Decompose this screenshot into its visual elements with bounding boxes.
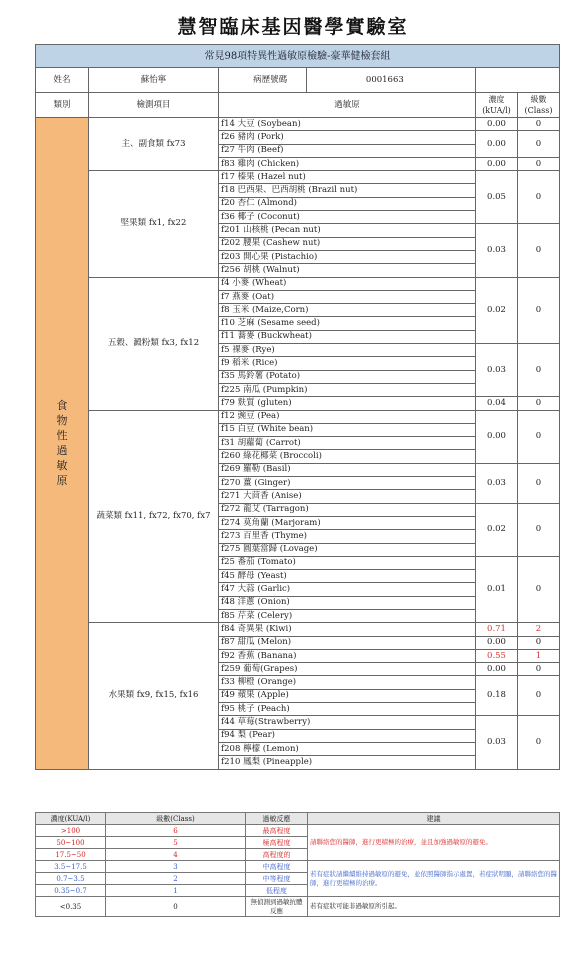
concentration-value: 0.55 [476, 649, 518, 662]
legend-reaction: 最高程度 [246, 825, 308, 837]
record-cell [219, 68, 476, 93]
class-value: 0 [518, 397, 560, 410]
group-name: 五穀、澱粉類 fx3, fx12 [89, 277, 219, 410]
allergen-name: f4 小麥 (Wheat) [219, 277, 476, 290]
legend-reaction: 極高程度 [246, 837, 308, 849]
allergen-row [36, 118, 560, 131]
allergen-name: f7 燕麥 (Oat) [219, 290, 476, 303]
allergen-name: f210 鳳梨 (Pineapple) [219, 756, 476, 769]
allergen-name: f83 雞肉 (Chicken) [219, 157, 476, 170]
concentration-value: 0.00 [476, 157, 518, 170]
legend-conc: 50~100 [36, 837, 106, 849]
group-name: 蔬菜類 fx11, fx72, fx70, fx7 [89, 410, 219, 623]
concentration-value: 0.71 [476, 623, 518, 636]
legend-class: 0 [106, 897, 246, 917]
class-value: 0 [518, 277, 560, 343]
concentration-value: 0.01 [476, 556, 518, 622]
allergen-name: f31 胡蘿蔔 (Carrot) [219, 437, 476, 450]
allergen-name: f271 大茴香 (Anise) [219, 490, 476, 503]
concentration-value: 0.00 [476, 410, 518, 463]
allergen-name: f202 腰果 (Cashew nut) [219, 237, 476, 250]
allergen-name: f92 香蕉 (Banana) [219, 649, 476, 662]
legend-row [36, 897, 560, 917]
allergen-row [36, 277, 560, 290]
legend-conc: 17.5~50 [36, 849, 106, 861]
concentration-value: 0.00 [476, 131, 518, 158]
class-value: 2 [518, 623, 560, 636]
concentration-value: 0.04 [476, 397, 518, 410]
patient-name: 蘇怡寧 [89, 68, 219, 93]
class-value: 0 [518, 157, 560, 170]
legend-advice-high: 請聯絡您的醫師，進行更積極的治療，並且加強過敏原的避免。 [308, 825, 560, 861]
header-class: 級數 (Class) [518, 93, 560, 118]
legend-reaction: 低程度 [246, 885, 308, 897]
allergen-name: f47 大蒜 (Garlic) [219, 583, 476, 596]
allergen-name: f274 莫角蘭 (Marjoram) [219, 516, 476, 529]
class-value: 0 [518, 410, 560, 463]
legend-class: 6 [106, 825, 246, 837]
legend-class: 1 [106, 885, 246, 897]
allergen-name: f85 芹菜 (Celery) [219, 609, 476, 622]
concentration-value: 0.05 [476, 171, 518, 224]
class-value: 0 [518, 224, 560, 277]
allergen-name: f201 山核桃 (Pecan nut) [219, 224, 476, 237]
category-cell: 食 物 性 過 敏 原 [36, 118, 89, 770]
allergen-name: f44 草莓(Strawberry) [219, 716, 476, 729]
allergen-name: f33 柳橙 (Orange) [219, 676, 476, 689]
legend-table [35, 812, 560, 917]
class-value: 0 [518, 131, 560, 158]
allergen-name: f269 羅勒 (Basil) [219, 463, 476, 476]
legend-conc: <0.35 [36, 897, 106, 917]
header-conc: 濃度 (kUA/l) [476, 93, 518, 118]
allergen-name: f256 胡桃 (Walnut) [219, 264, 476, 277]
group-name: 主、副食類 fx73 [89, 118, 219, 171]
legend-header-advice: 建議 [308, 813, 560, 825]
allergen-name: f45 酵母 (Yeast) [219, 570, 476, 583]
concentration-value: 0.03 [476, 344, 518, 397]
allergen-name: f259 葡萄(Grapes) [219, 663, 476, 676]
allergen-report-table [35, 44, 560, 770]
allergen-name: f14 大豆 (Soybean) [219, 118, 476, 131]
header-allergen: 過敏原 [219, 93, 476, 118]
allergen-row [36, 171, 560, 184]
allergen-name: f25 番茄 (Tomato) [219, 556, 476, 569]
allergen-name: f94 梨 (Pear) [219, 729, 476, 742]
class-value: 1 [518, 649, 560, 662]
allergen-name: f10 芝麻 (Sesame seed) [219, 317, 476, 330]
legend-reaction: 無偵測到過敏抗體反應 [246, 897, 308, 917]
class-value: 0 [518, 556, 560, 622]
concentration-value: 0.00 [476, 118, 518, 131]
allergen-row [36, 623, 560, 636]
allergen-name: f260 綠花椰菜 (Broccoli) [219, 450, 476, 463]
legend-row [36, 825, 560, 837]
class-value: 0 [518, 171, 560, 224]
record-label: 病歷號碼 [234, 68, 307, 92]
allergen-name: f95 桃子 (Peach) [219, 703, 476, 716]
allergen-name: f79 麩質 (gluten) [219, 397, 476, 410]
allergen-name: f273 百里香 (Thyme) [219, 530, 476, 543]
concentration-value: 0.02 [476, 277, 518, 343]
test-title-row [36, 45, 560, 68]
class-value: 0 [518, 503, 560, 556]
group-name: 堅果類 fx1, fx22 [89, 171, 219, 277]
header-item: 檢測項目 [89, 93, 219, 118]
class-value: 0 [518, 716, 560, 769]
allergen-name: f27 牛肉 (Beef) [219, 144, 476, 157]
concentration-value: 0.03 [476, 463, 518, 503]
allergen-name: f15 白豆 (White bean) [219, 423, 476, 436]
allergen-name: f49 蘋果 (Apple) [219, 689, 476, 702]
patient-row [36, 68, 560, 93]
legend-row [36, 861, 560, 873]
test-title: 常見98項特異性過敏原檢驗-豪華健檢套組 [36, 45, 560, 68]
concentration-value: 0.03 [476, 224, 518, 277]
allergen-name: f35 馬鈴薯 (Potato) [219, 370, 476, 383]
allergen-name: f11 蕎麥 (Buckwheat) [219, 330, 476, 343]
allergen-name: f17 榛果 (Hazel nut) [219, 171, 476, 184]
allergen-row [36, 410, 560, 423]
allergen-name: f9 稻米 (Rice) [219, 357, 476, 370]
allergen-name: f87 甜瓜 (Melon) [219, 636, 476, 649]
allergen-name: f26 豬肉 (Pork) [219, 131, 476, 144]
allergen-name: f208 檸檬 (Lemon) [219, 742, 476, 755]
lab-title: 慧智臨床基因醫學實驗室 [177, 16, 409, 38]
allergen-name: f203 開心果 (Pistachio) [219, 250, 476, 263]
legend-conc: 3.5~17.5 [36, 861, 106, 873]
class-value: 0 [518, 663, 560, 676]
allergen-name: f18 巴西果、巴西胡桃 (Brazil nut) [219, 184, 476, 197]
class-value: 0 [518, 344, 560, 397]
concentration-value: 0.00 [476, 636, 518, 649]
allergen-name: f20 杏仁 (Almond) [219, 197, 476, 210]
legend-advice-mid: 若有症狀請繼續維持過敏原的避免，並依照醫師指示處置，若症狀明顯，請聯絡您的醫師，進行更積極的治療。 [308, 861, 560, 897]
header-category: 類別 [36, 93, 89, 118]
legend-header-row [36, 813, 560, 825]
column-header-row [36, 93, 560, 118]
concentration-value: 0.03 [476, 716, 518, 769]
legend-advice-none: 若有症狀可能非過敏原所引起。 [308, 897, 560, 917]
allergen-name: f36 椰子 (Coconut) [219, 211, 476, 224]
legend-conc: >100 [36, 825, 106, 837]
concentration-value: 0.00 [476, 663, 518, 676]
allergen-name: f275 圓葉當歸 (Lovage) [219, 543, 476, 556]
legend-conc: 0.7~3.5 [36, 873, 106, 885]
class-value: 0 [518, 118, 560, 131]
allergen-name: f8 玉米 (Maize,Corn) [219, 304, 476, 317]
legend-header-reaction: 過敏反應 [246, 813, 308, 825]
class-value: 0 [518, 636, 560, 649]
legend-class: 5 [106, 837, 246, 849]
legend-header-class: 級數(Class) [106, 813, 246, 825]
group-name: 水果類 fx9, fx15, fx16 [89, 623, 219, 769]
allergen-name: f5 裸麥 (Rye) [219, 344, 476, 357]
allergen-name: f48 洋蔥 (Onion) [219, 596, 476, 609]
legend-reaction: 高程度的 [246, 849, 308, 861]
allergen-name: f12 豌豆 (Pea) [219, 410, 476, 423]
concentration-value: 0.18 [476, 676, 518, 716]
legend-reaction: 中高程度 [246, 861, 308, 873]
allergen-name: f225 南瓜 (Pumpkin) [219, 383, 476, 396]
allergen-name: f84 奇異果 (Kiwi) [219, 623, 476, 636]
legend-header-conc: 濃度(KUA/l) [36, 813, 106, 825]
legend-reaction: 中等程度 [246, 873, 308, 885]
concentration-value: 0.02 [476, 503, 518, 556]
legend-conc: 0.35~0.7 [36, 885, 106, 897]
allergen-name: f272 龍艾 (Tarragon) [219, 503, 476, 516]
legend-class: 4 [106, 849, 246, 861]
legend-class: 2 [106, 873, 246, 885]
allergen-name: f270 薑 (Ginger) [219, 477, 476, 490]
name-label: 姓名 [36, 68, 89, 93]
record-number: 0001663 [365, 75, 404, 85]
legend-class: 3 [106, 861, 246, 873]
class-value: 0 [518, 676, 560, 716]
class-value: 0 [518, 463, 560, 503]
